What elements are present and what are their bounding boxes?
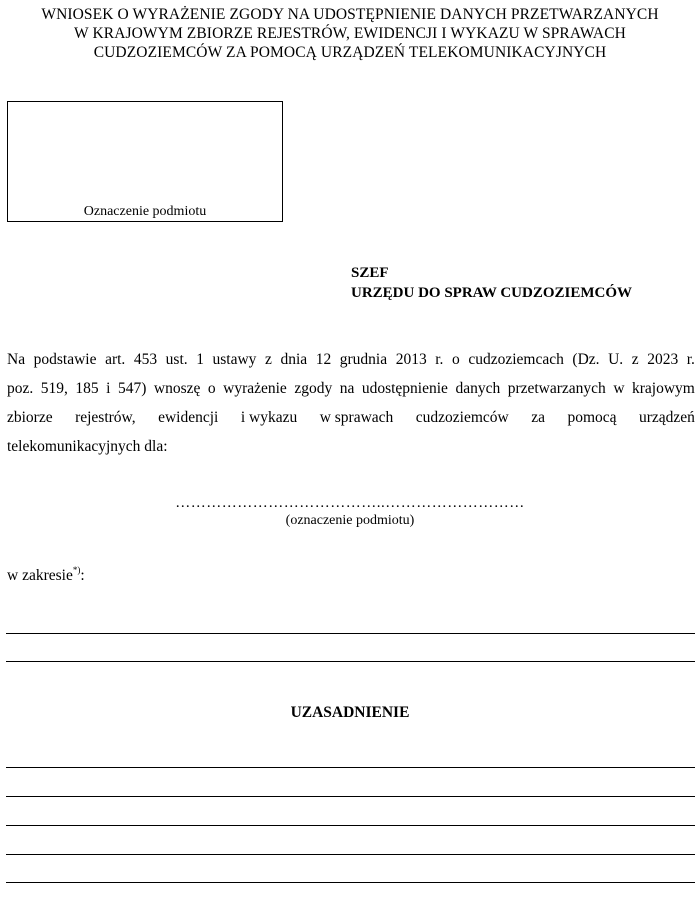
paragraph-word: udostępnienie [361,380,448,397]
paragraph-word: i [106,380,111,397]
request-paragraph [7,345,695,461]
paragraph-word: 185 [75,380,99,397]
paragraph-word: pomocą [567,409,617,426]
justification-line-2 [6,796,695,797]
paragraph-word: z [631,351,639,368]
title-line-3: CUDZOZIEMCÓW ZA POMOCĄ URZĄDZEŃ TELEKOMUNIKACYJNYCH [93,44,607,61]
addressee-line-2: URZĘDU DO SPRAW CUDZOZIEMCÓW [351,285,633,301]
paragraph-word: zgody [294,380,333,397]
paragraph-line-4: telekomunikacyjnych dla: [7,438,168,455]
paragraph-line-3 [7,403,695,432]
paragraph-line-2 [7,374,695,403]
paragraph-word: 1 [196,351,204,368]
entity-stamp-label: Oznaczenie podmiotu [83,204,207,219]
paragraph-word: grudnia [339,351,388,368]
paragraph-line-1 [7,345,695,374]
paragraph-word: r. [435,351,444,368]
paragraph-word: r. [686,351,695,368]
justification-line-3 [6,825,695,826]
paragraph-word: za [531,409,545,426]
paragraph-word: i wykazu [240,409,298,426]
paragraph-word: krajowym [632,380,695,397]
footnote-mark: *) [72,565,81,575]
paragraph-word: rejestrów, [75,409,136,426]
paragraph-word: wyrażenie [223,380,287,397]
paragraph-word: art. [105,351,126,368]
addressee-line-1: SZEF [351,265,389,281]
paragraph-word: danych [455,380,501,397]
paragraph-word: w sprawach [319,409,394,426]
paragraph-word: dnia [280,351,308,368]
paragraph-word: wnoszę [153,380,201,397]
paragraph-word: z [265,351,272,368]
paragraph-word: o [452,351,460,368]
paragraph-word: U. [608,351,624,368]
entity-stamp-box [7,101,283,222]
scope-label-text: w zakresie [7,567,73,584]
title-line-1: WNIOSEK O WYRAŻENIE ZGODY NA UDOSTĘPNIENIE DANYCH PRZETWARZANYCH [41,6,659,23]
paragraph-word: cudzoziemcach [468,351,564,368]
paragraph-word: przetwarzanych [507,380,606,397]
justification-heading: UZASADNIENIE [290,704,410,721]
paragraph-word: 12 [315,351,332,368]
paragraph-word: poz. [7,380,34,397]
scope-label [7,566,85,586]
scope-colon: : [80,567,85,584]
entity-name-fill-line: …………………………………..……………………… [175,495,525,511]
paragraph-word: podstawie [33,351,97,368]
paragraph-word: (Dz. [572,351,600,368]
paragraph-word: 2023 [647,351,679,368]
paragraph-word: cudzoziemców [415,409,509,426]
paragraph-word: zbiorze [7,409,53,426]
paragraph-word: ewidencji [158,409,219,426]
paragraph-word: 2013 [395,351,427,368]
justification-line-5 [6,882,695,883]
paragraph-word: ust. [165,351,188,368]
paragraph-word: 547) [117,380,147,397]
justification-line-1 [6,767,695,768]
paragraph-word: ustawy [212,351,257,368]
paragraph-word: 519, [40,380,68,397]
justification-line-4 [6,854,695,855]
document-title [0,5,700,62]
paragraph-word: 453 [133,351,158,368]
scope-answer-line-2 [6,661,695,662]
paragraph-word: urządzeń [638,409,695,426]
scope-answer-line-1 [6,633,695,634]
title-line-2: W KRAJOWYM ZBIORZE REJESTRÓW, EWIDENCJI I WYKAZU W SPRAWACH [74,25,626,42]
paragraph-word: na [339,380,355,397]
addressee-block [351,263,632,303]
paragraph-word: o [207,380,216,397]
entity-name-caption: (oznaczenie podmiotu) [285,513,415,528]
paragraph-word: Na [7,351,26,368]
paragraph-word: w [613,380,625,397]
